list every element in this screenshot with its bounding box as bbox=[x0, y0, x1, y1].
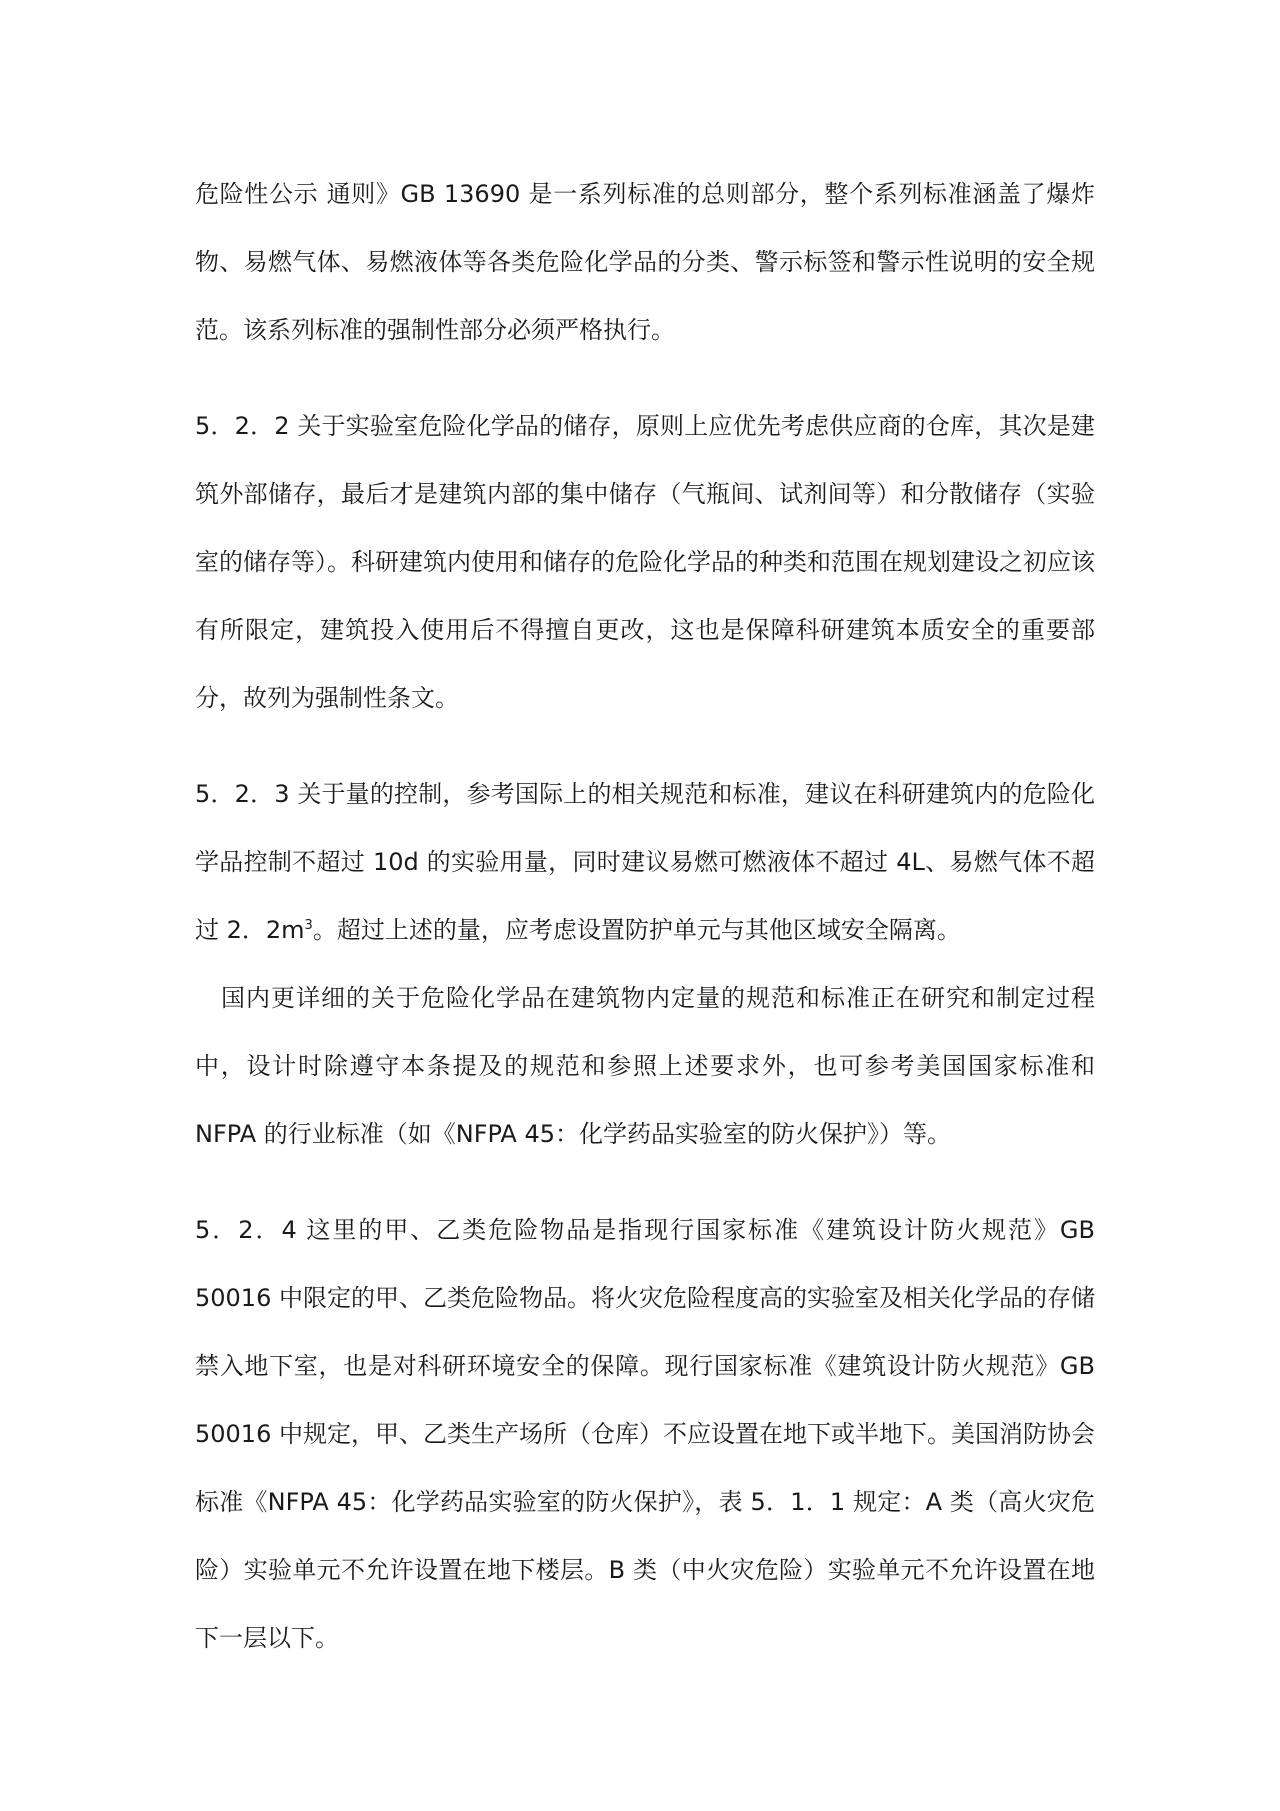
paragraph-gap bbox=[195, 732, 1095, 760]
paragraph-gap bbox=[195, 364, 1095, 392]
paragraph-5-2-4: 5．2．4 这里的甲、乙类危险物品是指现行国家标准《建筑设计防火规范》GB 50016 中限定的甲、乙类危险物品。将火灾危险程度高的实验室及相关化学品的存储禁入地下室，也是对科研环境安全的保障。现行国家标准《建筑设计防火规范》GB 50016 中规定，甲、乙类生产场所（仓库）不应设置在地下或半地下。美国消防协会标准《NFPA 45：化学药品实验室的防火保护》，表 5．1．1 规定：A 类（高火灾危险）实验单元不允许设置在地下楼层。B 类（中火灾危险）实验单元不允许设置在地下一层以下。 bbox=[195, 1216, 1095, 1652]
paragraph-5-2-2: 5．2．2 关于实验室危险化学品的储存，原则上应优先考虑供应商的仓库，其次是建筑外部储存，最后才是建筑内部的集中储存（气瓶间、试剂间等）和分散储存（实验室的储存等）。科研建筑内使用和储存的危险化学品的种类和范围在规划建设之初应该有所限定，建筑投入使用后不得擅自更改，这也是保障科研建筑本质安全的重要部分，故列为强制性条文。 bbox=[195, 412, 1095, 712]
paragraph-5-2-3-text-after: 。超过上述的量，应考虑设置防护单元与其他区域安全隔离。 bbox=[312, 916, 961, 944]
paragraph-5-2-3-text-before: 5．2．3 关于量的控制，参考国际上的相关规范和标准，建议在科研建筑内的危险化学品控制不超过 10d 的实验用量，同时建议易燃可燃液体不超过 4L、易燃气体不超过 2．2m bbox=[195, 780, 1095, 944]
paragraph-5-2-3 bbox=[195, 760, 1095, 964]
document-body bbox=[195, 160, 1095, 1672]
paragraph-intro: 危险性公示 通则》GB 13690 是一系列标准的总则部分，整个系列标准涵盖了爆炸物、易燃气体、易燃液体等各类危险化学品的分类、警示标签和警示性说明的安全规范。该系列标准的强制性部分必须严格执行。 bbox=[195, 180, 1095, 344]
paragraph-5-2-3-continued: 国内更详细的关于危险化学品在建筑物内定量的规范和标准正在研究和制定过程中，设计时除遵守本条提及的规范和参照上述要求外，也可参考美国国家标准和 NFPA 的行业标准（如《NFPA 45：化学药品实验室的防火保护》）等。 bbox=[195, 984, 1095, 1148]
paragraph-gap bbox=[195, 1168, 1095, 1196]
superscript-cubic: 3 bbox=[304, 918, 313, 933]
